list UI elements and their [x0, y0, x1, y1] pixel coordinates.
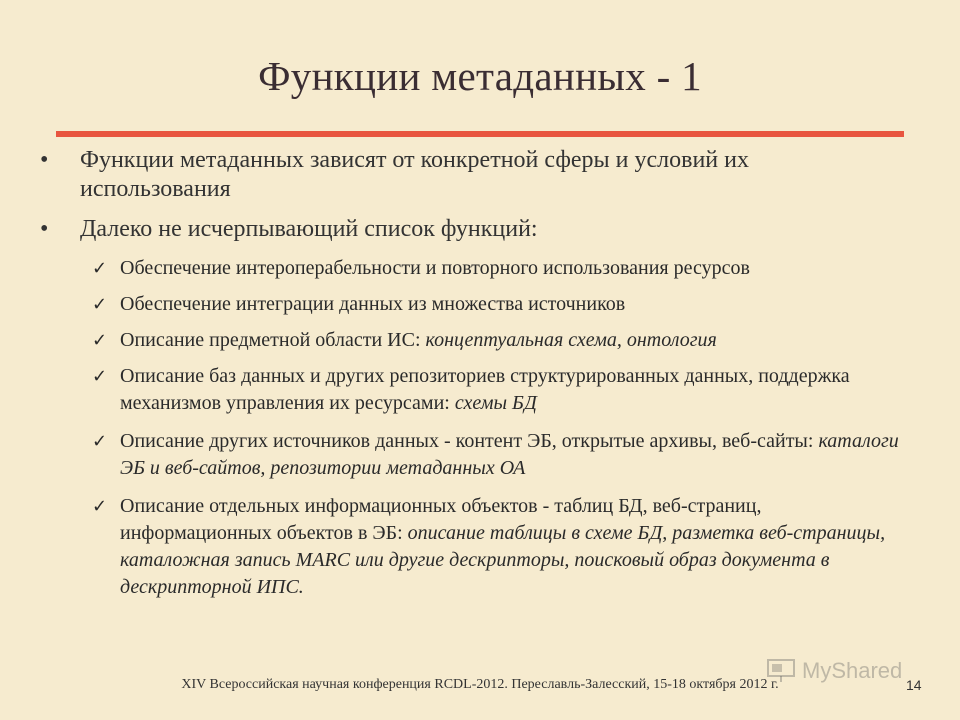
check-icon: ✓: [92, 258, 108, 279]
check-item: [92, 327, 904, 354]
check-item-text: Описание предметной области ИС:: [120, 329, 426, 351]
check-item-italic: каталоги ЭБ и веб-сайтов, репозитории метаданных ОА: [120, 430, 899, 479]
bullet-dot: •: [40, 147, 49, 173]
watermark-text: MyShared: [802, 658, 903, 683]
check-item-italic: схемы БД: [454, 392, 537, 414]
check-item: [92, 428, 904, 482]
check-item-text: Описание баз данных и других репозиториев структурированных данных, поддержка механизмов управления их ресурсами:: [120, 365, 850, 414]
check-item: [92, 363, 904, 417]
page-number: 14: [906, 677, 922, 693]
check-icon: ✓: [92, 496, 108, 517]
check-item-text: Обеспечение интеграции данных из множества источников: [120, 293, 626, 315]
check-item-text: Описание других источников данных - контент ЭБ, открытые архивы, веб-сайты:: [120, 430, 819, 452]
check-icon: ✓: [92, 294, 108, 315]
bullet-dot: •: [40, 216, 49, 242]
check-item-text: Обеспечение интероперабельности и повторного использования ресурсов: [120, 257, 750, 279]
check-item: [92, 291, 904, 318]
check-icon: ✓: [92, 431, 108, 452]
title-underline: [56, 131, 904, 137]
watermark: [766, 656, 926, 686]
check-icon: ✓: [92, 366, 108, 387]
bullet-item: [40, 215, 900, 244]
slide-title: Функции метаданных - 1: [258, 53, 702, 99]
check-item: [92, 493, 904, 601]
slide-footer: XIV Всероссийская научная конференция RCDL-2012. Переславль-Залесский, 15-18 октября 2012 г.: [181, 677, 779, 692]
check-item-italic: концептуальная схема, онтология: [425, 329, 717, 351]
check-item: [92, 255, 904, 282]
bullet-text: Далеко не исчерпывающий список функций:: [80, 216, 538, 242]
check-item-text: Описание отдельных информационных объектов - таблиц БД, веб-страниц, информационных объектов в ЭБ:: [120, 495, 762, 544]
bullet-text: Функции метаданных зависят от конкретной сферы и условий их использования: [80, 147, 749, 202]
check-item-italic: описание таблицы в схеме БД, разметка веб-страницы, каталожная запись MARC или другие дескрипторы, поисковый образ документа в дескрипторной ИПС.: [120, 522, 886, 598]
presentation-icon: [766, 658, 796, 684]
check-icon: ✓: [92, 330, 108, 351]
bullet-item: [40, 146, 900, 204]
